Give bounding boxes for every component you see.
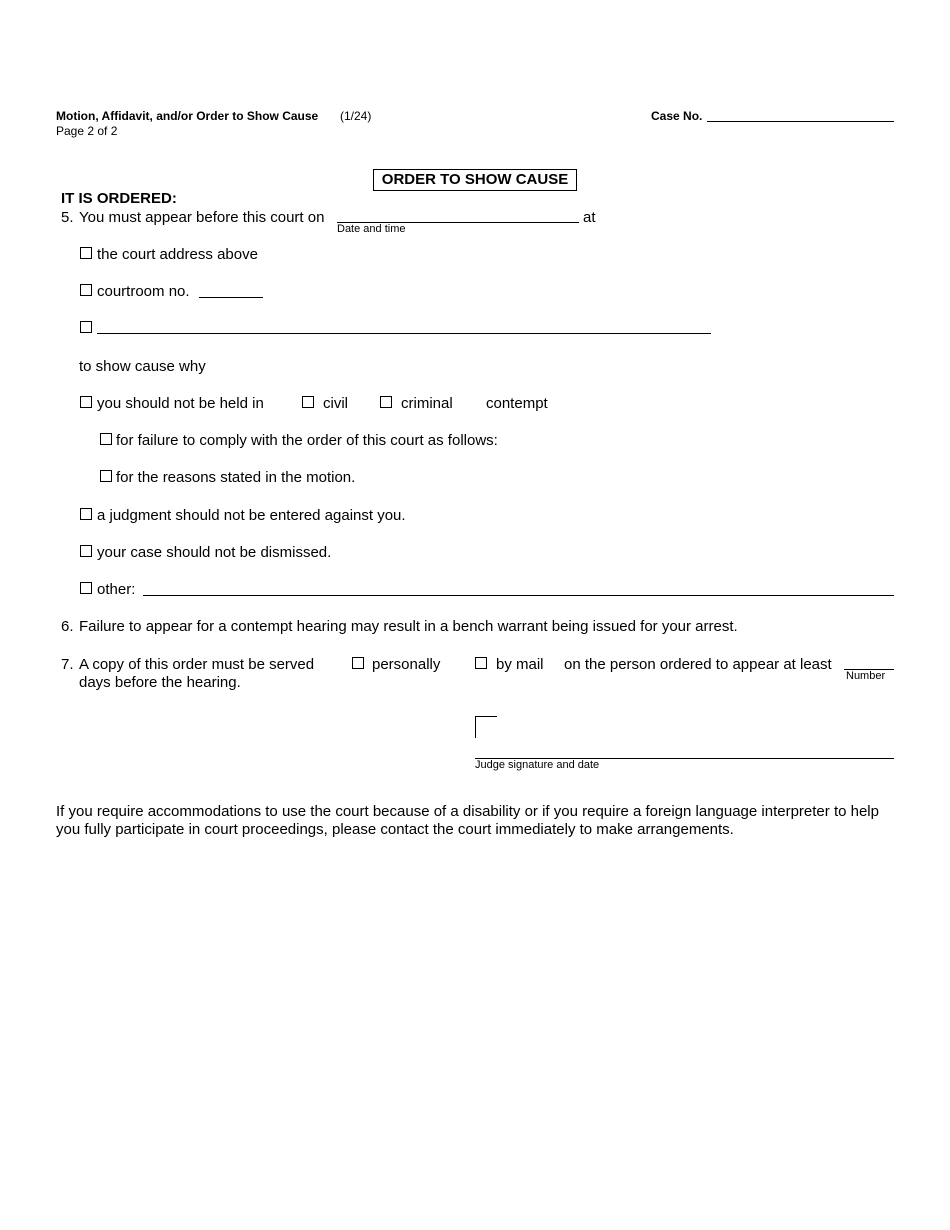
show-cause-text: to show cause why	[79, 358, 206, 375]
item-6-text: Failure to appear for a contempt hearing may result in a bench warrant being issued for your arrest.	[79, 618, 738, 635]
personally-checkbox[interactable]	[352, 657, 364, 669]
item-5-number: 5.	[61, 209, 74, 226]
form-version: (1/24)	[340, 109, 372, 123]
case-no-field[interactable]	[707, 121, 894, 122]
accommodations-notice: If you require accommodations to use the court because of a disability or if you require a foreign language interpreter to help you fully participate in court proceedings, please contact the court immediately to make arrangements.	[56, 803, 879, 838]
signature-area[interactable]	[475, 716, 497, 738]
item-7-number: 7.	[61, 656, 74, 673]
failure-comply-checkbox[interactable]	[100, 433, 112, 445]
courtroom-label: courtroom no.	[97, 283, 190, 300]
contempt-checkbox[interactable]	[80, 396, 92, 408]
other-location-checkbox[interactable]	[80, 321, 92, 333]
item-5-text: You must appear before this court on	[79, 209, 325, 226]
section-title: ORDER TO SHOW CAUSE	[373, 169, 577, 191]
case-no-label: Case No.	[651, 109, 703, 123]
failure-comply-label: for failure to comply with the order of this court as follows:	[116, 432, 498, 449]
other-location-field[interactable]	[97, 333, 711, 334]
court-address-checkbox[interactable]	[80, 247, 92, 259]
item-7-text: A copy of this order must be served	[79, 656, 315, 673]
by-mail-checkbox[interactable]	[475, 657, 487, 669]
form-title: Motion, Affidavit, and/or Order to Show Cause	[56, 109, 319, 123]
dismissed-label: your case should not be dismissed.	[97, 544, 332, 561]
civil-checkbox[interactable]	[302, 396, 314, 408]
item-5-at: at	[583, 209, 596, 226]
item-6-number: 6.	[61, 618, 74, 635]
item-7-text-3: days before the hearing.	[79, 674, 241, 691]
it-is-ordered-heading: IT IS ORDERED:	[61, 190, 177, 207]
contempt-label: you should not be held in	[97, 395, 264, 412]
item-7-text-2: on the person ordered to appear at least	[564, 656, 832, 673]
contempt-suffix: contempt	[486, 395, 548, 412]
dismissed-checkbox[interactable]	[80, 545, 92, 557]
by-mail-label: by mail	[496, 656, 544, 673]
other-label: other:	[97, 581, 136, 598]
criminal-checkbox[interactable]	[380, 396, 392, 408]
criminal-label: criminal	[401, 395, 453, 412]
reasons-motion-checkbox[interactable]	[100, 470, 112, 482]
personally-label: personally	[372, 656, 441, 673]
courtroom-number-field[interactable]	[199, 297, 263, 298]
date-time-label: Date and time	[337, 223, 406, 235]
courtroom-checkbox[interactable]	[80, 284, 92, 296]
judgment-label: a judgment should not be entered against you.	[97, 507, 406, 524]
civil-label: civil	[323, 395, 348, 412]
other-checkbox[interactable]	[80, 582, 92, 594]
days-number-label: Number	[846, 670, 886, 682]
page-number: Page 2 of 2	[56, 124, 118, 138]
signature-label: Judge signature and date	[475, 759, 600, 771]
reasons-motion-label: for the reasons stated in the motion.	[116, 469, 356, 486]
other-field[interactable]	[143, 595, 894, 596]
court-address-label: the court address above	[97, 246, 258, 263]
judgment-checkbox[interactable]	[80, 508, 92, 520]
